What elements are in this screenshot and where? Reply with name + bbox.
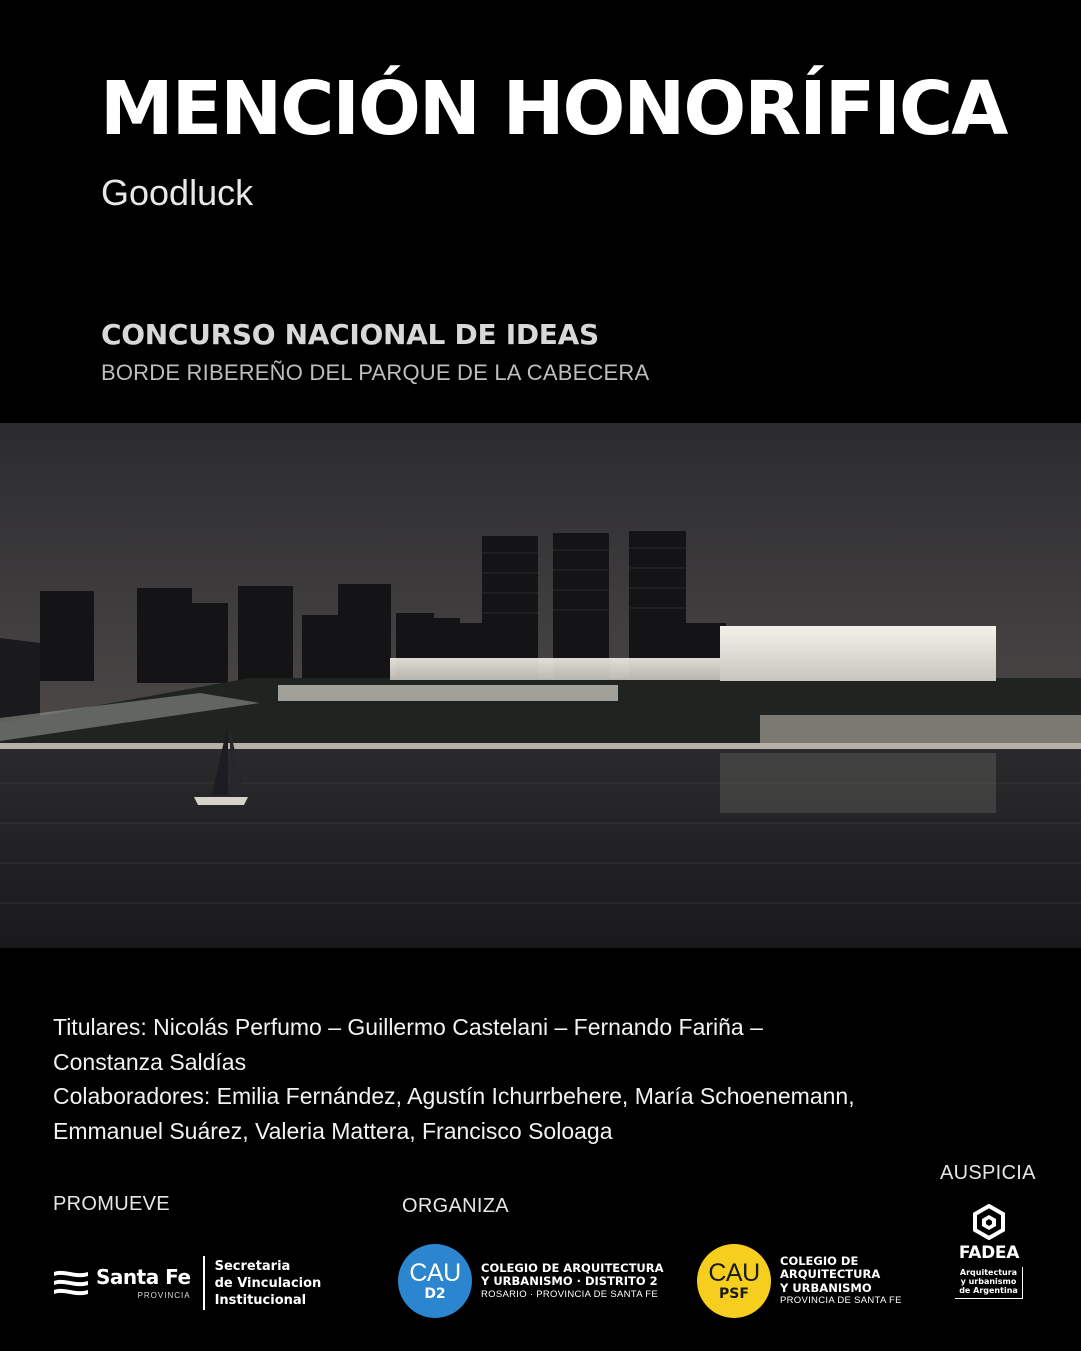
cau-psf-circle [697,1244,771,1318]
promueve-label: PROMUEVE [53,1193,170,1215]
cau-d2-line-3: ROSARIO · PROVINCIA DE SANTA FE [481,1288,658,1300]
santa-fe-name: Santa Fe [96,1264,191,1289]
titulares-line-2: Constanza Saldías [53,1048,247,1075]
cau-psf-line-1: COLEGIO DE [780,1253,859,1268]
riverfront-night-render [0,423,1081,948]
cau-psf-logo [697,1244,902,1318]
project-name: Goodluck [101,172,254,213]
fadea-tag-line-3: de Argentina [959,1286,1018,1295]
secretaria-line-2: de Vinculacion [214,1275,322,1291]
page-title: MENCIÓN HONORÍFICA [100,66,1007,152]
cau-d2-circle-top: CAU [409,1259,461,1287]
santa-fe-stripes-icon [52,1266,90,1300]
cau-d2-line-2: Y URBANISMO · DISTRITO 2 [481,1274,658,1288]
fadea-logo [951,1204,1027,1299]
cau-psf-line-3: Y URBANISMO [780,1280,872,1295]
cau-d2-circle-bottom: D2 [424,1286,446,1302]
contest-subtitle: BORDE RIBEREÑO DEL PARQUE DE LA CABECERA [101,360,650,385]
credits-block [53,1010,1043,1148]
project-render-image [0,423,1081,948]
cau-psf-circle-bottom: PSF [719,1286,749,1302]
organiza-label: ORGANIZA [402,1195,509,1217]
cau-d2-line-1: COLEGIO DE ARQUITECTURA [481,1260,664,1275]
fadea-name: FADEA [958,1243,1020,1263]
secretaria-line-3: Institucional [214,1292,307,1308]
santa-fe-province: PROVINCIA [137,1290,191,1300]
colaboradores-line-2: Emmanuel Suárez, Valeria Mattera, Francisco Soloaga [53,1117,613,1144]
logo-divider [203,1256,205,1310]
fadea-tag-line-2: y urbanismo [960,1277,1017,1286]
colaboradores-line-1: Colaboradores: Emilia Fernández, Agustín Ichurrbehere, María Schoenemann, [53,1083,855,1109]
cau-psf-circle-top: CAU [708,1259,760,1287]
secretaria-line-1: Secretaria [214,1258,291,1274]
fadea-tagline [955,1267,1023,1299]
cau-d2-circle [398,1244,472,1318]
fadea-hexagon-icon [971,1204,1007,1240]
secretaria-text [215,1258,322,1309]
cau-psf-line-2: ARQUITECTURA [780,1267,881,1282]
auspicia-label: AUSPICIA [940,1162,1036,1184]
cau-psf-line-4: PROVINCIA DE SANTA FE [780,1295,902,1307]
contest-title: CONCURSO NACIONAL DE IDEAS [101,318,599,351]
cau-d2-logo [398,1244,664,1318]
titulares-line-1: Titulares: Nicolás Perfumo – Guillermo Castelani – Fernando Fariña – [53,1014,763,1040]
fadea-tag-line-1: Arquitectura [959,1268,1018,1277]
santa-fe-logo [52,1256,321,1310]
